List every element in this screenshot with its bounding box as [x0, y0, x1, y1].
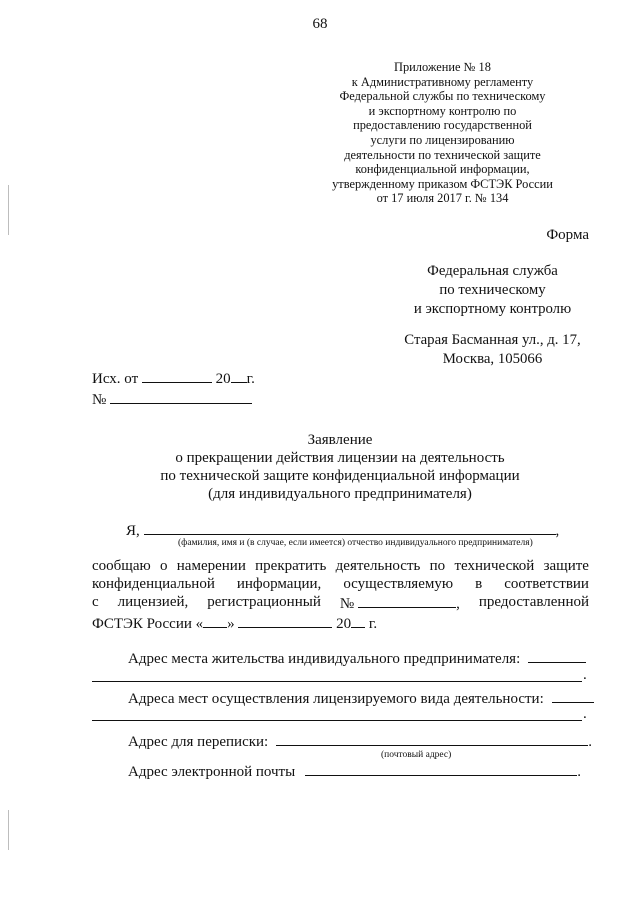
body-word: сообщаю [92, 558, 151, 574]
body-line [92, 593, 589, 613]
license-year-field[interactable] [351, 613, 365, 628]
appendix-line: Приложение № 18 [394, 60, 491, 74]
body-word: намерении [176, 558, 246, 574]
title-line: по технической защите конфиденциальной информации [160, 468, 520, 484]
appendix-line: услуги по лицензированию [370, 132, 515, 147]
license-year-suffix: г. [368, 616, 378, 632]
correspondence-label: Адрес для переписки: [128, 734, 269, 750]
statement-body [92, 557, 589, 633]
email-period: . [577, 764, 581, 780]
postal-caption: (почтовый адрес) [381, 750, 452, 760]
recipient-block [380, 262, 605, 369]
outgoing-number-row [92, 389, 255, 410]
outgoing-number-field[interactable] [110, 389, 252, 404]
number-sign: № [339, 596, 355, 612]
close-quote: » [227, 616, 235, 632]
activity-row [128, 688, 594, 708]
license-month-field[interactable] [238, 613, 332, 628]
residence-field-line[interactable] [92, 681, 582, 682]
registration-number-field[interactable] [358, 593, 456, 608]
comma: , [456, 596, 460, 612]
body-word: предоставленной [478, 594, 589, 610]
outgoing-date-row [92, 368, 255, 389]
correspondence-period: . [588, 734, 592, 750]
body-word: технической [454, 558, 535, 574]
appendix-line: Федеральной службы по техническому [339, 89, 546, 104]
body-word: по [429, 558, 446, 574]
outgoing-number-label: № [92, 392, 107, 408]
outgoing-date-field[interactable] [142, 368, 212, 383]
recipient-address-line: Старая Басманная ул., д. 17, [404, 332, 581, 348]
ya-end: , [555, 523, 560, 539]
activity-field-line[interactable] [92, 720, 582, 721]
body-word: защите [543, 558, 589, 574]
applicant-row [126, 520, 559, 540]
body-word: конфиденциальной [92, 576, 215, 592]
outgoing-year-field[interactable] [231, 368, 247, 383]
body-word: прекратить [255, 558, 327, 574]
registration-number-group [340, 593, 460, 613]
recipient-line: по техническому [439, 282, 546, 298]
body-line [92, 613, 589, 633]
body-word: осуществляемую [343, 576, 454, 592]
title-line: о прекращении действия лицензии на деятельность [175, 450, 505, 466]
outgoing-block [92, 368, 255, 410]
activity-field[interactable] [552, 688, 594, 703]
body-word: в [475, 576, 483, 592]
form-label: Форма [546, 227, 589, 243]
body-word: с [92, 594, 99, 610]
email-label: Адрес электронной почты [128, 764, 296, 780]
statement-title [0, 431, 640, 503]
recipient-address-line: Москва, 105066 [442, 351, 543, 367]
license-year-prefix: 20 [336, 616, 352, 632]
residence-field[interactable] [528, 648, 586, 663]
scan-edge-mark [8, 810, 9, 850]
residence-label: Адрес места жительства индивидуального предпринимателя: [128, 651, 521, 667]
email-row [128, 761, 581, 781]
correspondence-row [128, 731, 592, 751]
outgoing-year-suffix: г. [246, 371, 255, 387]
agency-name: ФСТЭК России [92, 616, 192, 632]
body-word: регистрационный [207, 594, 321, 610]
license-day-field[interactable] [203, 613, 227, 628]
scan-edge-mark [8, 185, 9, 235]
ya-label: Я, [126, 523, 140, 539]
open-quote: « [195, 616, 204, 632]
appendix-line: к Административному регламенту [351, 74, 534, 89]
outgoing-from-label: Исх. от [92, 371, 139, 387]
title-line: (для индивидуального предпринимателя) [208, 486, 472, 502]
fio-field[interactable] [144, 520, 556, 535]
body-word: лицензией, [117, 594, 189, 610]
body-line [92, 557, 589, 575]
activity-label: Адреса мест осуществления лицензируемого вида деятельности: [128, 691, 544, 707]
appendix-line: и экспортному контролю по [368, 103, 517, 118]
correspondence-field[interactable] [276, 731, 588, 746]
residence-period: . [583, 667, 587, 683]
recipient-line: Федеральная служба [427, 263, 558, 279]
outgoing-year-prefix: 20 [215, 371, 231, 387]
appendix-line: деятельности по технической защите [344, 147, 541, 162]
title-line: Заявление [307, 432, 373, 448]
recipient-line: и экспортному контролю [413, 301, 572, 317]
email-field[interactable] [305, 761, 577, 776]
activity-period: . [583, 706, 587, 722]
body-word: соответствии [504, 576, 589, 592]
appendix-line: от 17 июля 2017 г. № 134 [376, 191, 509, 206]
body-word: информации, [236, 576, 322, 592]
body-word: о [160, 558, 168, 574]
appendix-line: предоставлению государственной [353, 118, 532, 133]
appendix-line: конфиденциальной информации, [355, 162, 530, 177]
residence-row [128, 648, 586, 668]
appendix-line: утвержденному приказом ФСТЭК России [332, 176, 553, 191]
appendix-block [300, 60, 585, 206]
body-word: деятельность [335, 558, 421, 574]
page-number: 68 [312, 16, 328, 32]
body-line [92, 575, 589, 593]
fio-caption: (фамилия, имя и (в случае, если имеется) отчество индивидуального предпринимателя) [178, 538, 533, 548]
